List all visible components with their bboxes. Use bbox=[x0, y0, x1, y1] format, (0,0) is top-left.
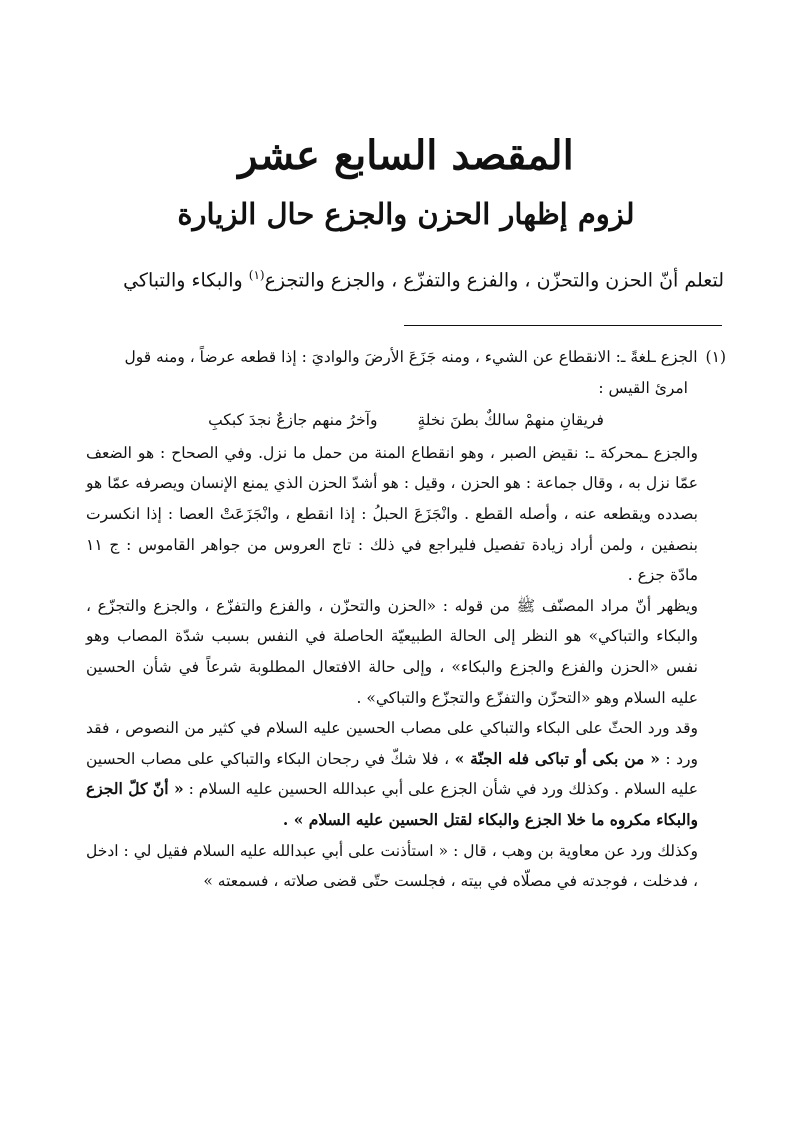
footnote-paragraph-4: وكذلك ورد عن معاوية بن وهب ، قال : « استأذنت على أبي عبدالله عليه السلام فقيل لي : ادخل ، فدخلت ، فوجدته في مصلّاه في بيته ، فجلست حتّى قضى صلاته ، فسمعته » bbox=[86, 841, 698, 891]
footnote-paragraph-3 bbox=[86, 713, 726, 835]
footnote-reference[interactable]: (١) bbox=[248, 268, 265, 282]
intro-text-after: والبكاء والتباكي bbox=[123, 269, 243, 292]
poem-hemistich-left: وآخرُ منهم جازعٌ نجدَ كبكبِ bbox=[208, 411, 378, 430]
hadith-quote-1: « من بكى أو تباكى فله الجنّة » bbox=[454, 748, 660, 768]
intro-text-before: لتعلم أنّ الحزن والتحزّن ، والفزع والتفزّع ، والجزع والتجزع bbox=[264, 269, 724, 292]
intro-line bbox=[88, 258, 724, 297]
footnote-line-2: امرئ القيس : bbox=[598, 378, 688, 397]
footnote-line-1 bbox=[86, 342, 726, 373]
footnote-block bbox=[86, 342, 726, 897]
footnote-marker: (١) bbox=[705, 348, 726, 366]
hadith-quote-2: « أنّ كلّ الجزع والبكاء مكروه ما خلا الجزع والبكاء لقتل الحسين عليه السلام » . bbox=[86, 779, 698, 829]
poem-hemistich-right: فريقانِ منهمْ سالكٌ بطنَ نخلةٍ bbox=[417, 411, 604, 430]
poem-verse bbox=[86, 403, 726, 438]
footnote-paragraph-2: ويظهر أنّ مراد المصنّف ﷺ من قوله : «الحزن والتحزّن ، والفزع والتفزّع ، والجزع والتجزّع ، والبكاء والتباكي» هو النظر إلى الحالة الطبيعيّة الحاصلة في النفس بسبب شدّة المصاب وهو نفس «الحزن والفزع والجزع والبكاء» ، وإلى حالة الافتعال المطلوبة شرعاً في شأن الحسين عليه السلام وهو «التحزّن والتفزّع والتجزّع والتباكي» . bbox=[86, 596, 698, 707]
footnote-text-1: الجزع ـلغةً ـ: الانقطاع عن الشيء ، ومنه جَزَعَ الأرضَ والواديَ : إذا قطعه عرضاً ، ومنه قول bbox=[124, 348, 698, 366]
chapter-title: المقصد السابع عشر bbox=[238, 132, 574, 179]
chapter-subtitle: لزوم إظهار الحزن والجزع حال الزيارة bbox=[177, 197, 635, 231]
paragraph-3-part-a: وقد ورد الحثّ على البكاء والتباكي على مصاب الحسين عليه السلام في كثير من النصوص ، فقد ورد : bbox=[86, 719, 698, 768]
paragraph-3-part-c: ، فلا شكّ في رجحان البكاء والتباكي على مصاب الحسين عليه السلام . وكذلك ورد في شأن الجزع على أبي عبدالله الحسين عليه السلام : bbox=[86, 749, 698, 799]
footnote-divider bbox=[404, 325, 722, 326]
footnote-paragraph-1: والجزع ـمحركة ـ: نقيض الصبر ، وهو انقطاع المنة من حمل ما نزل. وفي الصحاح : هو الضعف عمّا نزل به ، وقال جماعة : هو الحزن ، وقيل : هو أشدّ الحزن الذي يمنع الإنسان ويصرفه عمّا هو بصدده ويقطعه عنه ، وأصله القطع . وانْجَزَعَ الحبلُ : إذا انقطع ، وانْجَزَعَتْ العصا : إذا انكسرت بنصفين ، ولمن أراد زيادة تفصيل فليراجع في ذلك : تاج العروس من جواهر القاموس : ج ١١ مادّة جزع . bbox=[86, 443, 698, 585]
